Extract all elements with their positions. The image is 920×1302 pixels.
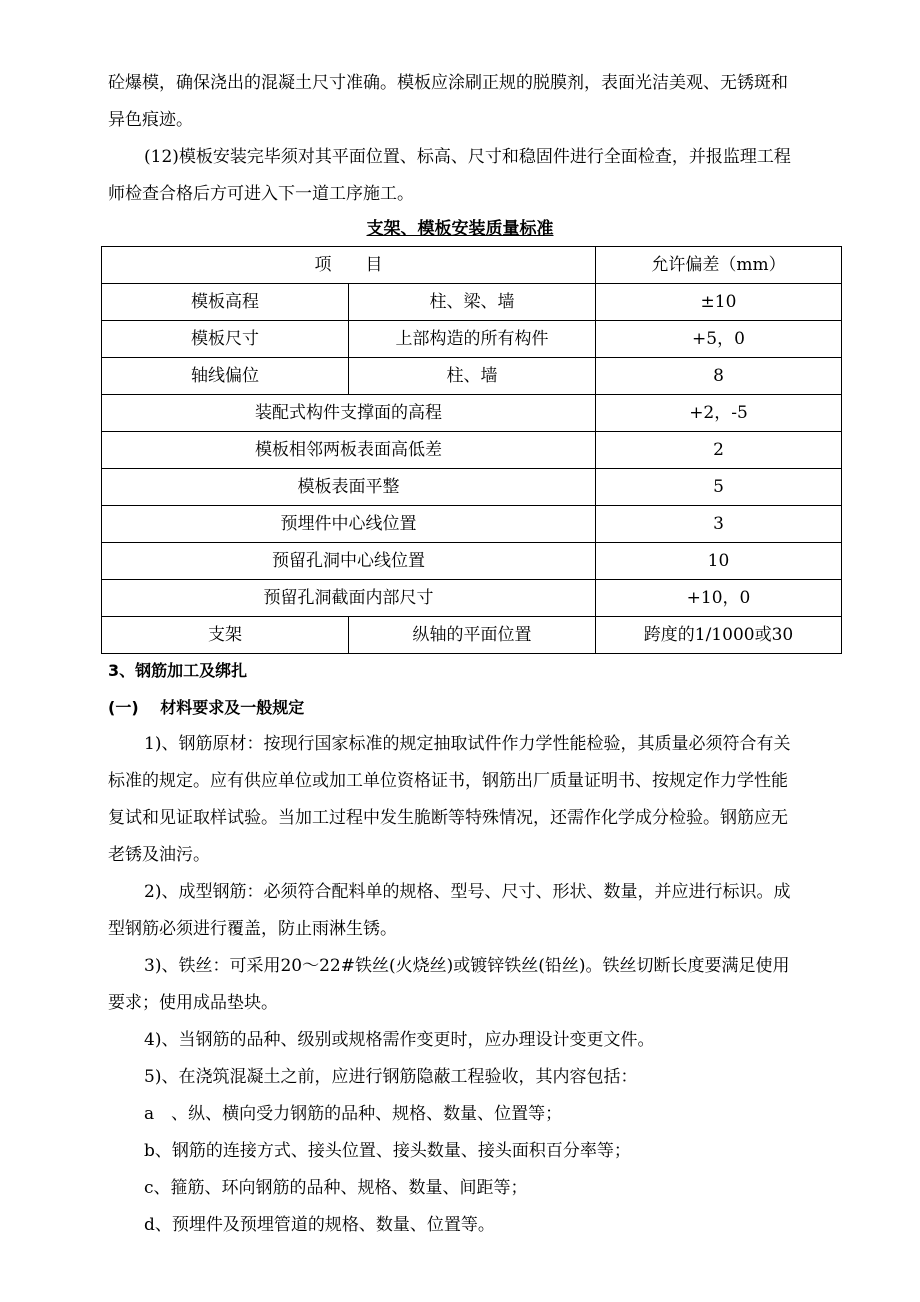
paragraph-line: 老锈及油污。 (108, 845, 210, 865)
cell-tolerance: 2 (596, 432, 842, 469)
table-row (102, 432, 842, 469)
cell-tolerance: 8 (596, 358, 842, 395)
paragraph-line: 型钢筋必须进行覆盖，防止雨淋生锈。 (108, 919, 397, 939)
paragraph-line: 2)、成型钢筋：必须符合配料单的规格、型号、尺寸、形状、数量，并应进行标识。成 (144, 882, 791, 902)
cell-sub-item: 柱、梁、墙 (349, 284, 596, 321)
cell-tolerance: +5，0 (596, 321, 842, 358)
table-row (102, 469, 842, 506)
cell-tolerance: +2，-5 (596, 395, 842, 432)
paragraph-line: 标准的规定。应有供应单位或加工单位资格证书，钢筋出厂质量证明书、按规定作力学性能 (108, 771, 788, 791)
section-heading: 3、钢筋加工及绑扎 (108, 661, 248, 680)
list-item: a 、纵、横向受力钢筋的品种、规格、数量、位置等； (144, 1104, 563, 1124)
list-item: d、预埋件及预埋管道的规格、数量、位置等。 (144, 1215, 495, 1235)
cell-sub-item: 上部构造的所有构件 (349, 321, 596, 358)
cell-item: 装配式构件支撑面的高程 (102, 395, 596, 432)
cell-tolerance: 5 (596, 469, 842, 506)
header-tolerance: 允许偏差（mm） (596, 247, 842, 284)
list-item: b、钢筋的连接方式、接头位置、接头数量、接头面积百分率等； (144, 1141, 631, 1161)
cell-tolerance: ±10 (596, 284, 842, 321)
section-subheading: (一) 材料要求及一般规定 (108, 698, 305, 717)
cell-sub-item: 纵轴的平面位置 (349, 617, 596, 654)
cell-item: 模板相邻两板表面高低差 (102, 432, 596, 469)
table-row (102, 543, 842, 580)
paragraph-line: 1)、钢筋原材：按现行国家标准的规定抽取试件作力学性能检验，其质量必须符合有关 (144, 734, 791, 754)
paragraph-line: 4)、当钢筋的品种、级别或规格需作变更时，应办理设计变更文件。 (144, 1030, 655, 1050)
cell-item: 轴线偏位 (102, 358, 349, 395)
table-row (102, 395, 842, 432)
paragraph-line: 5)、在浇筑混凝土之前，应进行钢筋隐蔽工程验收，其内容包括： (144, 1067, 638, 1087)
quality-standard-table (101, 246, 842, 654)
paragraph-line: 异色痕迹。 (108, 110, 193, 130)
table-row (102, 617, 842, 654)
cell-item: 预留孔洞截面内部尺寸 (102, 580, 596, 617)
paragraph-line: 复试和见证取样试验。当加工过程中发生脆断等特殊情况，还需作化学成分检验。钢筋应无 (108, 808, 788, 828)
cell-item: 模板表面平整 (102, 469, 596, 506)
header-item: 项 目 (102, 247, 596, 284)
paragraph-line: 砼爆模，确保浇出的混凝土尺寸准确。模板应涂刷正规的脱膜剂，表面光洁美观、无锈斑和 (108, 73, 788, 93)
table-row (102, 358, 842, 395)
table-row (102, 284, 842, 321)
paragraph-line: 师检查合格后方可进入下一道工序施工。 (108, 184, 414, 204)
cell-tolerance: 跨度的1/1000或30 (596, 617, 842, 654)
cell-item: 模板尺寸 (102, 321, 349, 358)
cell-item: 支架 (102, 617, 349, 654)
cell-item: 预留孔洞中心线位置 (102, 543, 596, 580)
cell-tolerance: +10，0 (596, 580, 842, 617)
cell-sub-item: 柱、墙 (349, 358, 596, 395)
cell-tolerance: 3 (596, 506, 842, 543)
cell-item: 模板高程 (102, 284, 349, 321)
table-row (102, 506, 842, 543)
table-row (102, 580, 842, 617)
table-row (102, 321, 842, 358)
paragraph-line: 3)、铁丝：可采用20～22#铁丝(火烧丝)或镀锌铁丝(铅丝)。铁丝切断长度要满足使用 (144, 956, 790, 976)
paragraph-line: 要求；使用成品垫块。 (108, 993, 278, 1013)
cell-tolerance: 10 (596, 543, 842, 580)
table-title: 支架、模板安装质量标准 (366, 219, 554, 239)
paragraph-line: (12)模板安装完毕须对其平面位置、标高、尺寸和稳固件进行全面检查，并报监理工程 (144, 147, 791, 167)
cell-item: 预埋件中心线位置 (102, 506, 596, 543)
list-item: c、箍筋、环向钢筋的品种、规格、数量、间距等； (144, 1178, 528, 1198)
table-header-row (102, 247, 842, 284)
